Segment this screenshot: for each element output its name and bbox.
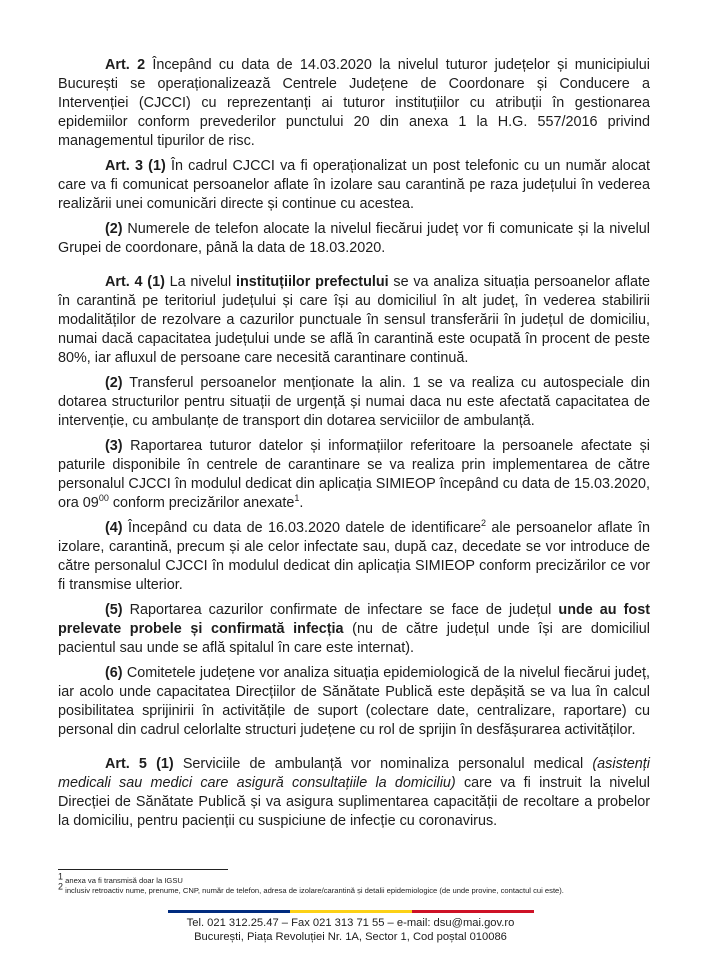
article-4-p3-hour-superscript: 00 xyxy=(98,493,109,504)
article-4-p5-text-b: (nu de către județul unde își are domiciliul pacientul sau unde se află spitalul în care este internat). xyxy=(58,621,650,656)
footer-address: București, Piața Revoluției Nr. 1A, Sector 1, Cod poștal 010086 xyxy=(194,931,507,943)
article-3-label: Art. 3 xyxy=(105,158,143,174)
document-body xyxy=(58,56,650,831)
tricolor-flag-bar xyxy=(168,910,534,913)
article-2 xyxy=(58,56,650,151)
article-5-p1-text-b: care va fi instruit la nivelul Direcției de Sănătate Publică și va asigura suplimentarea capacității de recoltare a probelor la domiciliu, pentru pacienții cu suspiciune de infecție cu coronavirus. xyxy=(58,775,650,829)
article-3-paragraph-2 xyxy=(58,220,650,258)
footnote-1-mark: 1 xyxy=(58,871,64,882)
article-3-paragraph-1 xyxy=(58,157,650,214)
article-5-p1-text-a: Serviciile de ambulanță vor nominaliza personalul medical xyxy=(173,756,593,772)
article-3-p1-number: (1) xyxy=(142,158,166,174)
footnote-1 xyxy=(58,871,658,886)
page-footer xyxy=(0,916,701,944)
article-4-p3-end: . xyxy=(299,495,304,511)
article-4-p3-number: (3) xyxy=(105,438,123,454)
article-3-p2-text: Numerele de telefon alocate la nivelul fiecărui județ vor fi comunicate și la nivelul Grupei de coordonare, până la data de 18.03.2020. xyxy=(58,221,650,256)
footnotes xyxy=(58,871,658,896)
article-4-p3-text: Raportarea tuturor datelor și informațiilor referitoare la persoanele afectate și paturile disponibile în centrele de carantinare se va realiza prin implementarea de către personalul CJCCI în modulul dedicat din aplicația SIMIEOP începând cu data de 15.03.2020, ora 09 xyxy=(58,438,650,511)
article-3-p1-text: În cadrul CJCCI va fi operaționalizat un post telefonic cu un număr alocat care va fi comunicat persoanelor aflate în izolare sau carantină pe raza județului în vederea realizării unei comunicări directe și continue cu acestea. xyxy=(58,158,650,212)
article-5-label: Art. 5 xyxy=(105,756,147,772)
article-4-label: Art. 4 xyxy=(105,274,143,290)
article-2-text: Începând cu data de 14.03.2020 la nivelul tuturor județelor și municipiului București se operaționalizează Centrele Județene de Coordonare și Conducere a Intervenției (CJCCI) cu reprezentanți ai tuturor instituțiilor cu atribuții în gestionarea epidemiilor conform prevederilor punctului 20 din anexa 1 la H.G. 557/2016 privind managementul tipurilor de risc. xyxy=(58,57,650,149)
footnote-2-text: inclusiv retroactiv nume, prenume, CNP, număr de telefon, adresa de izolare/carantină și detalii epidemiologice (de unde provine, contactul cui este). xyxy=(63,886,564,895)
article-5-paragraph-1 xyxy=(58,755,650,831)
footnote-2-mark: 2 xyxy=(58,881,64,892)
footnote-separator xyxy=(58,869,228,870)
footnote-reference-1: 1 xyxy=(294,493,300,504)
article-4-paragraph-5 xyxy=(58,601,650,658)
flag-stripe-blue xyxy=(168,910,290,913)
footnote-1-text: anexa va fi transmisă doar la IGSU xyxy=(63,876,183,885)
article-4-p4-text-b: ale persoanelor aflate în izolare, carantină, precum și ale celor infectate sau, după caz, decedate se vor introduce de către personalul CJCCI în modulul dedicat din aplicația SIMIEOP conform precizărilor ce vor fi transmise ulterior. xyxy=(58,520,650,593)
article-4-paragraph-4 xyxy=(58,519,650,595)
article-4-paragraph-3 xyxy=(58,437,650,513)
article-4-p6-text: Comitetele județene vor analiza situația epidemiologică de la nivelul fiecărui județ, iar acolo unde capacitatea Direcțiilor de Sănătate Publică este depășită se va lua în calcul posibilitatea sprijinirii în activitățile de suport (colectare date, centralizare, raportare) cu personal din cadrul celorlalte structuri județene cu rol de sprijin în desfășurarea activităților. xyxy=(58,665,650,738)
article-4-p1-text-b: se va analiza situația persoanelor aflate în carantină pe teritoriul județului și care își au domiciliul în alt județ, în vederea stabilirii modalităților de rezolvare a cazurilor punctuale în sensul transferării în județul de domiciliu, numai dacă capacitatea județului unde se află în carantină este ocupată în procent de peste 80%, iar afluxul de persoane care necesită carantinare continuă. xyxy=(58,274,650,366)
article-4-p5-bold: unde au fost prelevate probele și confirmată infecția xyxy=(58,602,650,637)
footnote-reference-2: 2 xyxy=(481,518,487,529)
article-4-paragraph-1 xyxy=(58,273,650,368)
article-4-p5-text: Raportarea cazurilor confirmate de infectare se face de județul xyxy=(122,602,559,618)
article-4-p3-text-b: conform precizărilor anexate xyxy=(108,495,295,511)
article-4-p1-number: (1) xyxy=(142,274,165,290)
footer-contact: Tel. 021 312.25.47 – Fax 021 313 71 55 – e-mail: dsu@mai.gov.ro xyxy=(186,917,515,929)
article-4-p2-text: Transferul persoanelor menționate la alin. 1 se va realiza cu autospeciale din dotarea structurilor pentru situații de urgență și numai daca nu este afectată capacitatea de intervenție, cu ambulanțe de transport din dotarea serviciilor de ambulanță. xyxy=(58,375,650,429)
article-4-paragraph-6 xyxy=(58,664,650,740)
article-4-p1-bold: instituțiilor prefectului xyxy=(235,274,389,290)
article-4-paragraph-2 xyxy=(58,374,650,431)
article-4-p5-number: (5) xyxy=(105,602,123,618)
article-2-label: Art. 2 xyxy=(105,57,146,73)
flag-stripe-yellow xyxy=(290,910,412,913)
article-3-p2-number: (2) xyxy=(105,221,123,237)
article-4-p4-number: (4) xyxy=(105,520,123,536)
article-4-p2-number: (2) xyxy=(105,375,123,391)
article-5-p1-number: (1) xyxy=(146,756,174,772)
article-5-p1-italic: (asistenți medicali sau medici care asigură consultațiile la domiciliu) xyxy=(58,756,650,791)
flag-stripe-red xyxy=(412,910,534,913)
article-4-p1-text-a: La nivelul xyxy=(164,274,236,290)
footnote-2 xyxy=(58,881,658,896)
article-4-p6-number: (6) xyxy=(105,665,123,681)
article-4-p4-text: Începând cu data de 16.03.2020 datele de identificare xyxy=(122,520,481,536)
